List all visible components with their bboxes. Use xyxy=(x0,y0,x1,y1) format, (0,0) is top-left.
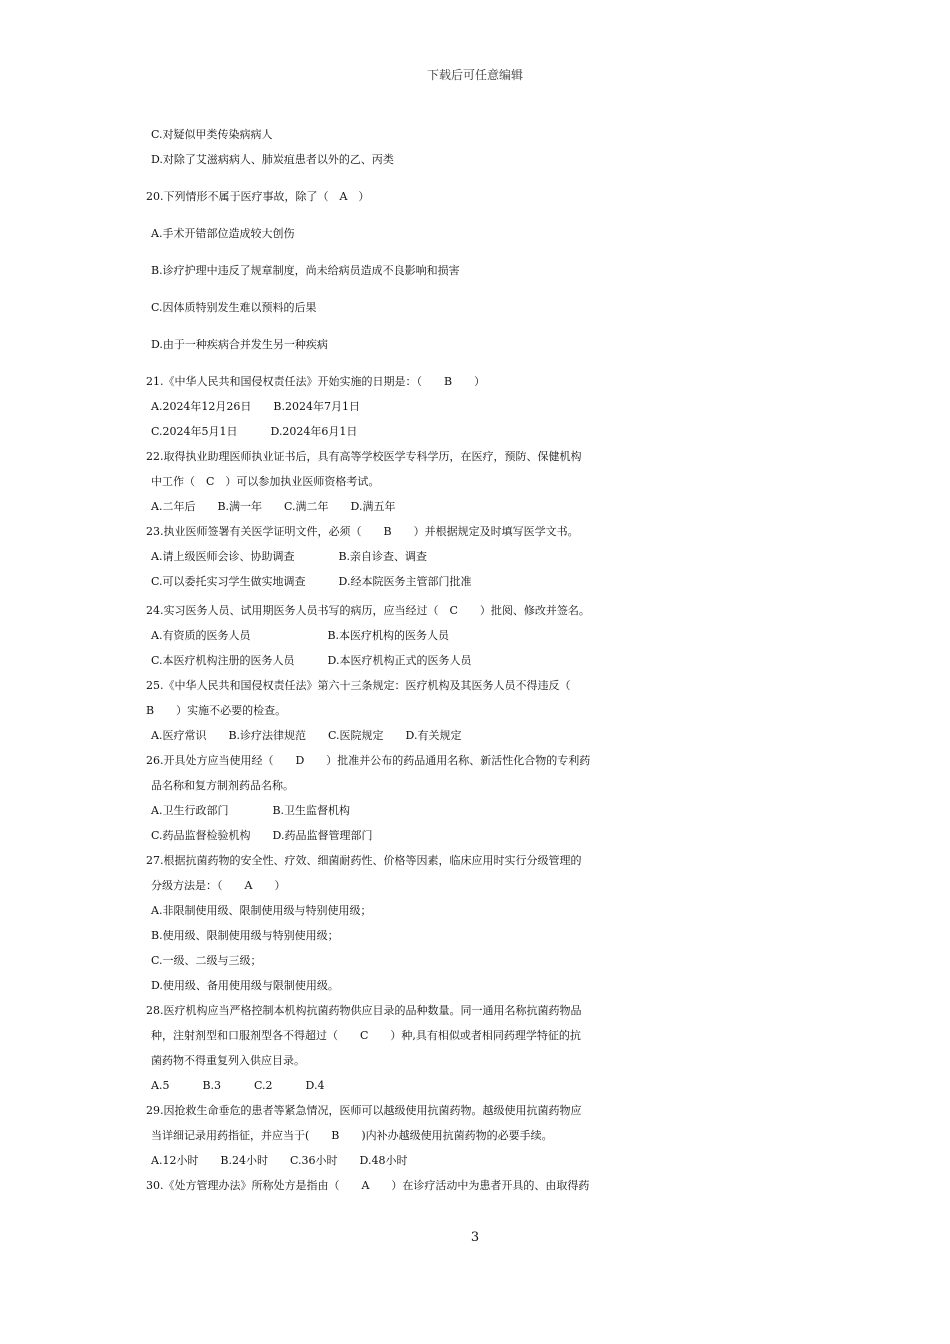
option-line: C.一级、二级与三级； xyxy=(151,954,262,967)
question-21: 21.《中华人民共和国侵权责任法》开始实施的日期是：（ B ） xyxy=(146,375,486,388)
option-line: A.2024年12月26日 B.2024年7月1日 xyxy=(151,400,360,413)
option-line: A.卫生行政部门 B.卫生监督机构 xyxy=(151,804,351,817)
option-line: C.因体质特别发生难以预料的后果 xyxy=(151,301,317,314)
option-line: C.可以委托实习学生做实地调查 D.经本院医务主管部门批准 xyxy=(151,575,472,588)
option-line: A.请上级医师会诊、协助调查 B.亲自诊查、调查 xyxy=(151,550,428,563)
option-line: A.非限制使用级、限制使用级与特别使用级； xyxy=(151,904,372,917)
option-line: A.5 B.3 C.2 D.4 xyxy=(151,1079,325,1092)
question-28-cont: 菌药物不得重复列入供应目录。 xyxy=(151,1054,305,1067)
option-line: C.对疑似甲类传染病病人 xyxy=(151,128,273,141)
question-28-cont: 种，注射剂型和口服剂型各不得超过（ C ）种,具有相似或者相同药理学特征的抗 xyxy=(151,1029,581,1042)
question-29-cont: 当详细记录用药指征，并应当于( B )内补办越级使用抗菌药物的必要手续。 xyxy=(151,1129,553,1142)
question-26-cont: 品名称和复方制剂药品名称。 xyxy=(151,779,294,792)
document-body xyxy=(146,122,810,1198)
option-line: B.使用级、限制使用级与特别使用级； xyxy=(151,929,339,942)
question-27: 27.根据抗菌药物的安全性、疗效、细菌耐药性、价格等因素，临床应用时实行分级管理的 xyxy=(146,854,582,867)
option-line: A.有资质的医务人员 B.本医疗机构的医务人员 xyxy=(151,629,450,642)
option-line: A.手术开错部位造成较大创伤 xyxy=(151,227,295,240)
question-22: 22.取得执业助理医师执业证书后，具有高等学校医学专科学历，在医疗，预防、保健机构 xyxy=(146,450,582,463)
question-20: 20.下列情形不属于医疗事故，除了（ A ） xyxy=(146,190,370,203)
question-22-cont: 中工作（ C ）可以参加执业医师资格考试。 xyxy=(151,475,380,488)
option-line: D.由于一种疾病合并发生另一种疾病 xyxy=(151,338,328,351)
option-line: A.二年后 B.满一年 C.满二年 D.满五年 xyxy=(151,500,396,513)
option-line: D.对除了艾滋病病人、肺炭疽患者以外的乙、丙类 xyxy=(151,153,394,166)
page-header: 下载后可任意编辑 xyxy=(426,68,523,82)
question-28: 28.医疗机构应当严格控制本机构抗菌药物供应目录的品种数量。同一通用名称抗菌药物品 xyxy=(146,1004,582,1017)
question-25-cont: B ）实施不必要的检查。 xyxy=(146,704,287,717)
question-30: 30.《处方管理办法》所称处方是指由（ A ）在诊疗活动中为患者开具的、由取得药 xyxy=(146,1179,590,1192)
option-line: D.使用级、备用使用级与限制使用级。 xyxy=(151,979,339,992)
question-27-cont: 分级方法是：（ A ） xyxy=(151,879,286,892)
option-line: C.药品监督检验机构 D.药品监督管理部门 xyxy=(151,829,373,842)
option-line: C.本医疗机构注册的医务人员 D.本医疗机构正式的医务人员 xyxy=(151,654,472,667)
question-25: 25.《中华人民共和国侵权责任法》第六十三条规定：医疗机构及其医务人员不得违反（ xyxy=(146,679,571,692)
question-24: 24.实习医务人员、试用期医务人员书写的病历，应当经过（ C ）批阅、修改并签名。 xyxy=(146,604,590,617)
question-29: 29.因抢救生命垂危的患者等紧急情况，医师可以越级使用抗菌药物。越级使用抗菌药物应 xyxy=(146,1104,582,1117)
option-line: A.医疗常识 B.诊疗法律规范 C.医院规定 D.有关规定 xyxy=(151,729,462,742)
option-line: C.2024年5月1日 D.2024年6月1日 xyxy=(151,425,358,438)
option-line: B.诊疗护理中违反了规章制度，尚未给病员造成不良影响和损害 xyxy=(151,264,460,277)
question-23: 23.执业医师签署有关医学证明文件，必须（ B ）并根据规定及时填写医学文书。 xyxy=(146,525,579,538)
page-number: 3 xyxy=(470,1230,480,1245)
question-26: 26.开具处方应当使用经（ D ）批准并公布的药品通用名称、新活性化合物的专利药 xyxy=(146,754,591,767)
option-line: A.12小时 B.24小时 C.36小时 D.48小时 xyxy=(151,1154,408,1167)
